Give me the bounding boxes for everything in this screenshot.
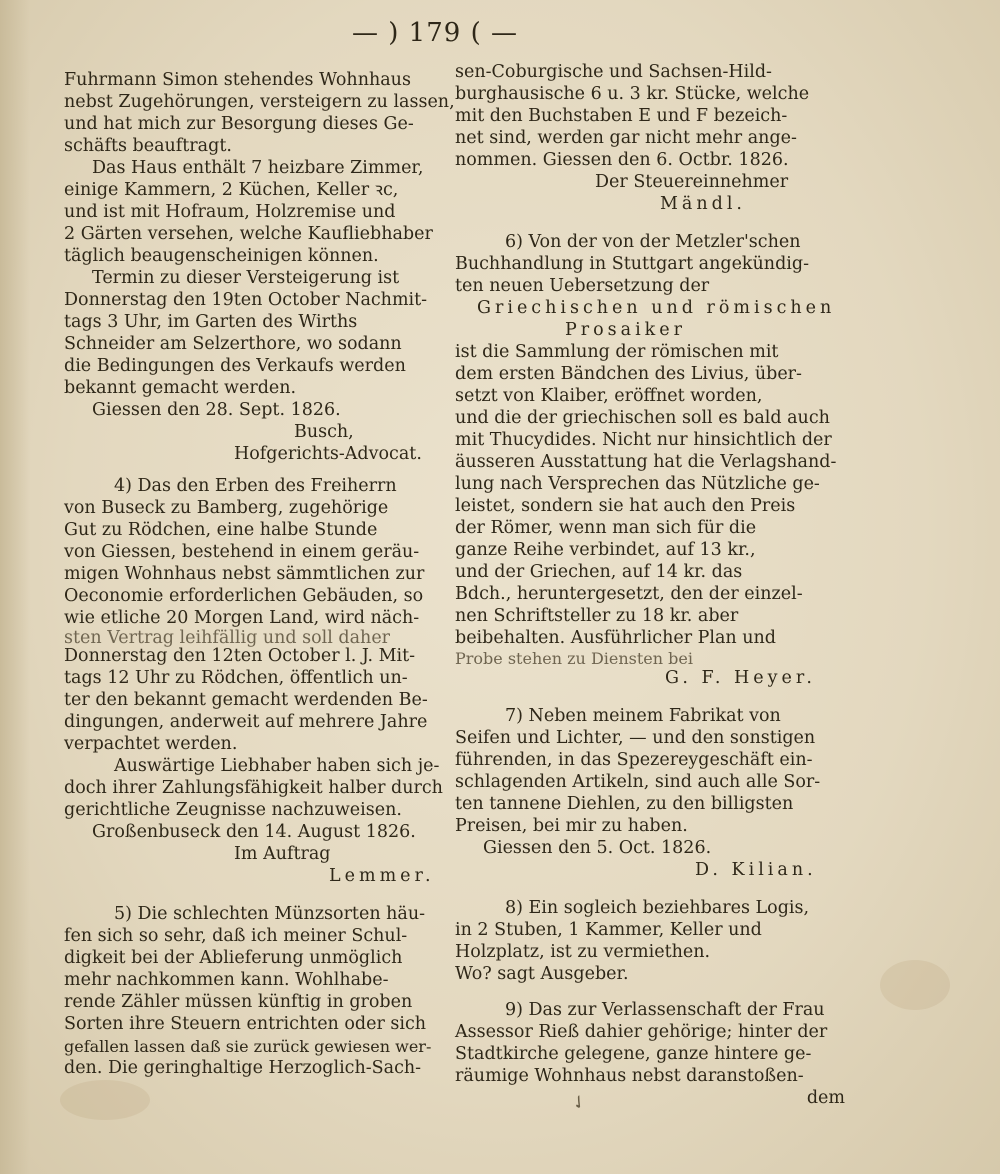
text-line: schlagenden Artikeln, sind auch alle Sor- (455, 772, 821, 792)
text-line: net sind, werden gar nicht mehr ange- (455, 128, 797, 148)
text-line: gefallen lassen daß sie zurück gewiesen wer- (64, 1037, 432, 1056)
text-line: 9) Das zur Verlassenschaft der Frau (505, 1000, 825, 1020)
signature: D. Kilian. (695, 860, 817, 880)
text-line: nommen. Giessen den 6. Octbr. 1826. (455, 150, 789, 170)
paper-stain (60, 1080, 150, 1120)
text-line: wie etliche 20 Morgen Land, wird näch- (64, 608, 420, 628)
book-title: Griechischen und römischen (477, 298, 836, 318)
text-line: fen sich so sehr, daß ich meiner Schul- (64, 926, 408, 946)
text-line: Oeconomie erforderlichen Gebäuden, so (64, 586, 424, 606)
signature: G. F. Heyer. (665, 668, 816, 688)
text-line: Holzplatz, ist zu vermiethen. (455, 942, 711, 962)
text-line: ter den bekannt gemacht werdenden Be- (64, 690, 428, 710)
paper-stain (880, 960, 950, 1010)
text-line: Stadtkirche gelegene, ganze hintere ge- (455, 1044, 812, 1064)
book-title: Prosaiker (565, 320, 687, 340)
dateline: Giessen den 28. Sept. 1826. (92, 400, 341, 420)
text-line: lung nach Versprechen das Nützliche ge- (455, 474, 820, 494)
text-line: Das Haus enthält 7 heizbare Zimmer, (92, 158, 424, 178)
text-line: sen-Coburgische und Sachsen-Hild- (455, 62, 772, 82)
page-edge-shadow (0, 0, 30, 1174)
text-line: Seifen und Lichter, — und den sonstigen (455, 728, 816, 748)
signature-title: Der Steuereinnehmer (595, 172, 789, 192)
signature: Mändl. (660, 194, 746, 214)
text-line: Donnerstag den 19ten October Nachmit- (64, 290, 428, 310)
dateline: Giessen den 5. Oct. 1826. (483, 838, 712, 858)
text-line: einige Kammern, 2 Küchen, Keller ꝛc, (64, 180, 399, 200)
text-line: von Buseck zu Bamberg, zugehörige (64, 498, 389, 518)
text-line: 6) Von der von der Metzler'schen (505, 232, 801, 252)
text-line: mehr nachkommen kann. Wohlhabe- (64, 970, 389, 990)
text-line: doch ihrer Zahlungsfähigkeit halber durch (64, 778, 443, 798)
text-line: nen Schriftsteller zu 18 kr. aber (455, 606, 739, 626)
text-line: Preisen, bei mir zu haben. (455, 816, 688, 836)
text-line: 8) Ein sogleich beziehbares Logis, (505, 898, 810, 918)
text-line: digkeit bei der Ablieferung unmöglich (64, 948, 403, 968)
text-line: ten tannene Diehlen, zu den billigsten (455, 794, 794, 814)
text-line: Assessor Rieß dahier gehörige; hinter der (455, 1022, 828, 1042)
text-line: 5) Die schlechten Münzsorten häu- (114, 904, 426, 924)
text-line: Buchhandlung in Stuttgart angekündig- (455, 254, 809, 274)
text-line: Schneider am Selzerthore, wo sodann (64, 334, 402, 354)
text-line: nebst Zugehörungen, versteigern zu lassen, (64, 92, 455, 112)
text-line: ganze Reihe verbindet, auf 13 kr., (455, 540, 756, 560)
text-line: beibehalten. Ausführlicher Plan und (455, 628, 777, 648)
signature: Lemmer. (329, 866, 435, 886)
text-line: rende Zähler müssen künftig in groben (64, 992, 413, 1012)
text-line: mit den Buchstaben E und F bezeich- (455, 106, 788, 126)
text-line: Sorten ihre Steuern entrichten oder sich (64, 1014, 427, 1034)
text-line: ten neuen Uebersetzung der (455, 276, 710, 296)
text-line: schäfts beauftragt. (64, 136, 232, 156)
signature-title: Im Auftrag (234, 844, 331, 864)
text-line: sten Vertrag leihfällig und soll daher (64, 628, 391, 648)
text-line: die Bedingungen des Verkaufs werden (64, 356, 406, 376)
signature: Busch, (294, 422, 354, 442)
text-line: Auswärtige Liebhaber haben sich je- (114, 756, 440, 776)
text-line: und die der griechischen soll es bald auch (455, 408, 830, 428)
text-line: mit Thucydides. Nicht nur hinsichtlich der (455, 430, 832, 450)
text-line: 4) Das den Erben des Freiherrn (114, 476, 397, 496)
text-line: von Giessen, bestehend in einem geräu- (64, 542, 420, 562)
text-line: täglich beaugenscheinigen können. (64, 246, 379, 266)
text-line: Termin zu dieser Versteigerung ist (92, 268, 400, 288)
text-line: und der Griechen, auf 14 kr. das (455, 562, 743, 582)
text-line: Fuhrmann Simon stehendes Wohnhaus (64, 70, 411, 90)
catchword: dem (806, 1088, 845, 1108)
signature-title: Hofgerichts-Advocat. (234, 444, 422, 464)
text-line: 7) Neben meinem Fabrikat von (505, 706, 781, 726)
text-line: Probe stehen zu Diensten bei (455, 649, 693, 668)
text-line: dingungen, anderweit auf mehrere Jahre (64, 712, 428, 732)
text-line: Bdch., heruntergesetzt, den der einzel- (455, 584, 803, 604)
text-line: räumige Wohnhaus nebst daranstoßen- (455, 1066, 804, 1086)
text-line: leistet, sondern sie hat auch den Preis (455, 496, 796, 516)
text-line: tags 3 Uhr, im Garten des Wirths (64, 312, 358, 332)
text-line: 2 Gärten versehen, welche Kaufliebhaber (64, 224, 433, 244)
text-line: Wo? sagt Ausgeber. (455, 964, 629, 984)
text-line: und ist mit Hofraum, Holzremise und (64, 202, 396, 222)
text-line: tags 12 Uhr zu Rödchen, öffentlich un- (64, 668, 408, 688)
text-line: verpachtet werden. (64, 734, 238, 754)
text-line: Gut zu Rödchen, eine halbe Stunde (64, 520, 378, 540)
text-line: dem ersten Bändchen des Livius, über- (455, 364, 802, 384)
text-line: ist die Sammlung der römischen mit (455, 342, 779, 362)
text-line: setzt von Klaiber, eröffnet worden, (455, 386, 763, 406)
text-line: in 2 Stuben, 1 Kammer, Keller und (455, 920, 762, 940)
text-line: migen Wohnhaus nebst sämmtlichen zur (64, 564, 425, 584)
text-line: führenden, in das Spezereygeschäft ein- (455, 750, 813, 770)
text-line: und hat mich zur Besorgung dieses Ge- (64, 114, 414, 134)
ink-mark: ✓ (567, 1089, 593, 1116)
page-number: — ) 179 ( — (352, 18, 518, 48)
text-line: der Römer, wenn man sich für die (455, 518, 757, 538)
text-line: gerichtliche Zeugnisse nachzuweisen. (64, 800, 402, 820)
text-line: den. Die geringhaltige Herzoglich-Sach- (64, 1058, 422, 1078)
dateline: Großenbuseck den 14. August 1826. (92, 822, 416, 842)
text-line: bekannt gemacht werden. (64, 378, 297, 398)
text-line: äusseren Ausstattung hat die Verlagshand- (455, 452, 837, 472)
text-line: burghausische 6 u. 3 kr. Stücke, welche (455, 84, 810, 104)
text-line: Donnerstag den 12ten October l. J. Mit- (64, 646, 416, 666)
